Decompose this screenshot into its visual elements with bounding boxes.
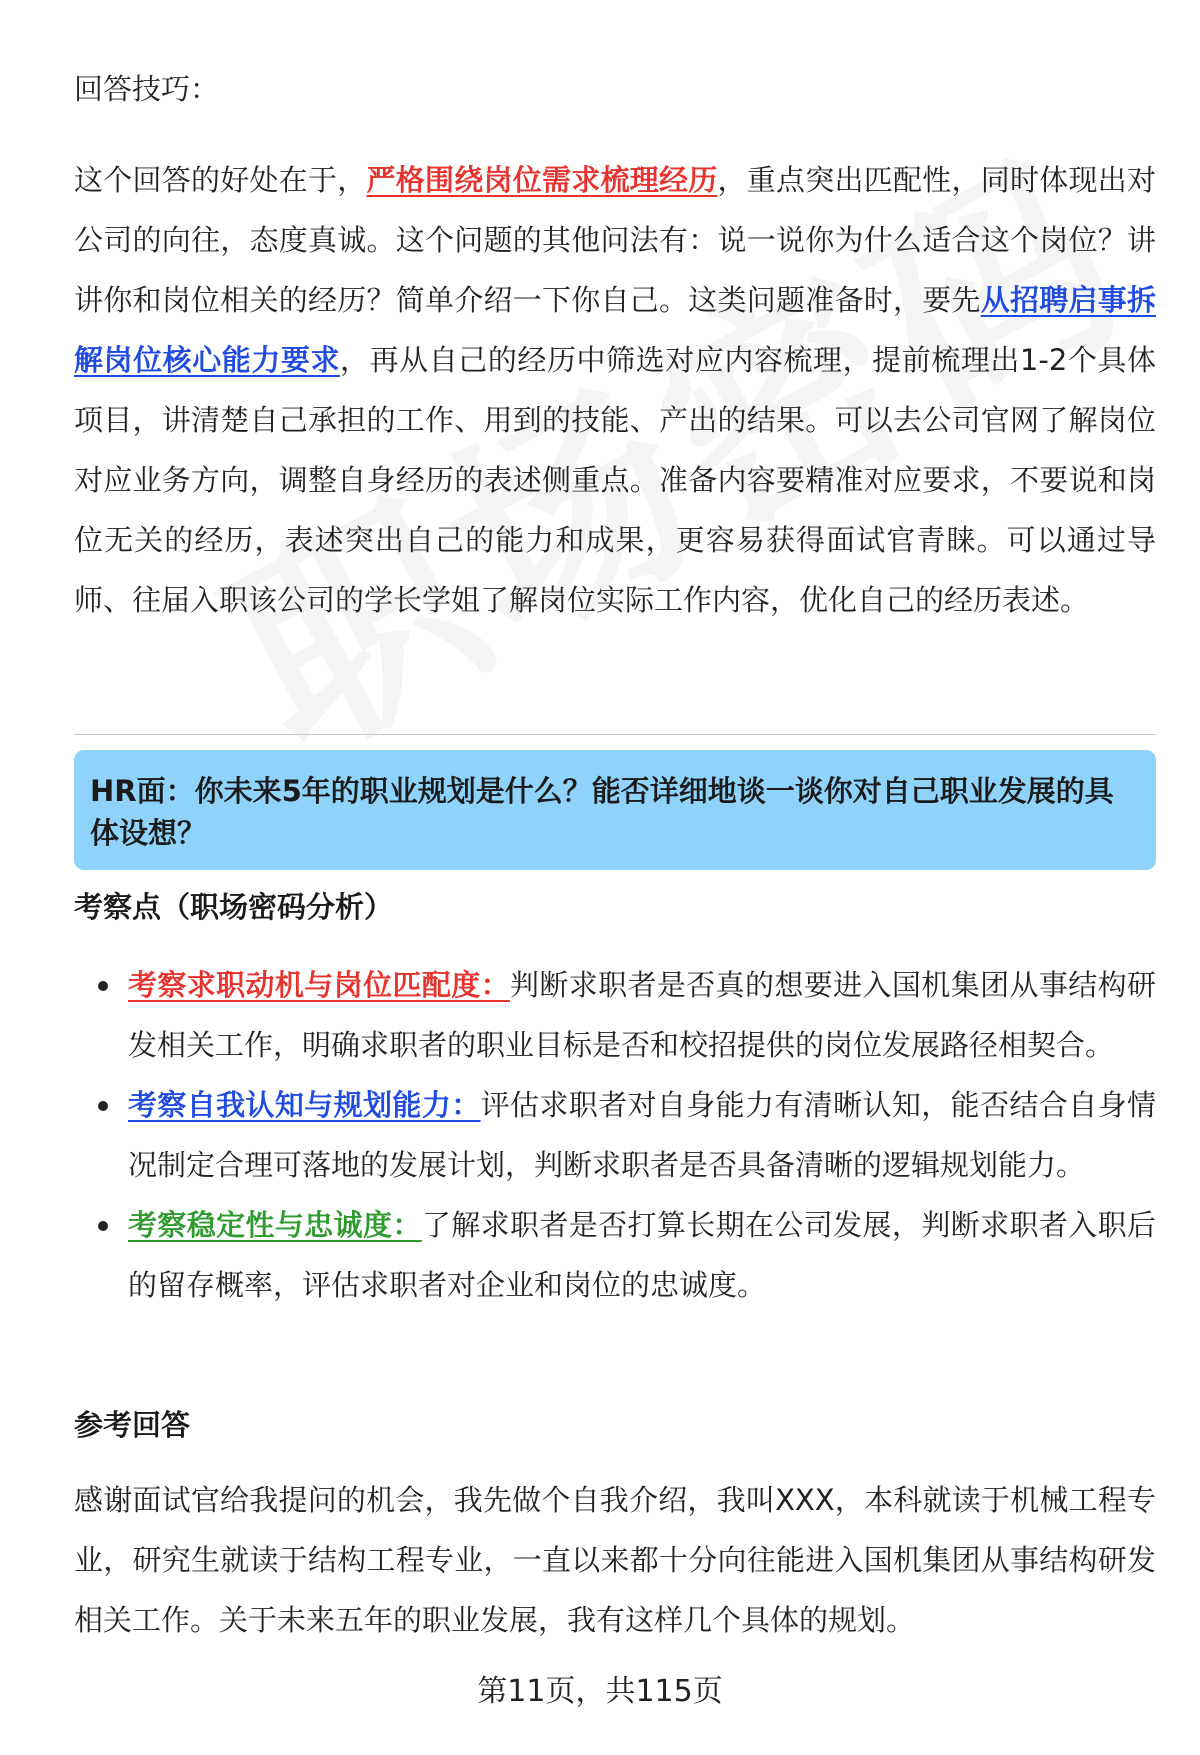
analysis-heading: 考察点（职场密码分析） xyxy=(74,890,394,924)
analysis-item-title: 考察求职动机与岗位匹配度： xyxy=(128,968,510,1002)
bullet-dot xyxy=(98,1221,108,1231)
reference-heading: 参考回答 xyxy=(74,1408,191,1442)
page-number: 第11页，共115页 xyxy=(477,1674,723,1709)
analysis-item-text: 判断求职者是否真的想要进入国机集团从事结构研发相关工作，明确求职者的职业目标是否和校招提供的岗位发展路径相契合。 xyxy=(128,968,1156,1062)
answer-tips-label: 回答技巧： xyxy=(74,72,220,106)
question-box xyxy=(74,750,1156,870)
tips-text-part2: ，重点突出匹配性，同时体现出对公司的向往，态度真诚。这个问题的其他问法有：说一说你为什么适合这个岗位？讲讲你和岗位相关的经历？简单介绍一下你自己。这类问题准备时，要先 xyxy=(74,163,1156,317)
section-divider xyxy=(74,734,1156,735)
reference-paragraph: 感谢面试官给我提问的机会，我先做个自我介绍，我叫XXX，本科就读于机械工程专业，研究生就读于结构工程专业，一直以来都十分向往能进入国机集团从事结构研发相关工作。关于未来五年的职业发展，我有这样几个具体的规划。 xyxy=(74,1483,1156,1637)
tips-text-part3: ，再从自己的经历中筛选对应内容梳理，提前梳理出1-2个具体项目，讲清楚自己承担的工作、用到的技能、产出的结果。可以去公司官网了解岗位对应业务方向，调整自身经历的表述侧重点。准备内容要精准对应要求，不要说和岗位无关的经历，表述突出自己的能力和成果，更容易获得面试官青睐。可以通过导师、往届入职该公司的学长学姐了解岗位实际工作内容，优化自己的经历表述。 xyxy=(74,343,1156,617)
bullet-dot xyxy=(98,981,108,991)
answer-tips-paragraph xyxy=(74,150,1156,630)
tips-highlight-red: 严格围绕岗位需求梳理经历 xyxy=(366,163,718,197)
analysis-item-text: 评估求职者对自身能力有清晰认知，能否结合自身情况制定合理可落地的发展计划，判断求职者是否具备清晰的逻辑规划能力。 xyxy=(128,1088,1156,1182)
bullet-dot xyxy=(98,1101,108,1111)
analysis-item-motivation xyxy=(74,955,1156,1075)
analysis-item-text: 了解求职者是否打算长期在公司发展，判断求职者入职后的留存概率，评估求职者对企业和岗位的忠诚度。 xyxy=(128,1208,1156,1302)
tips-highlight-blue: 从招聘启事拆解岗位核心能力要求 xyxy=(74,283,1156,377)
tips-text-part1: 这个回答的好处在于， xyxy=(74,163,367,197)
question-text: HR面：你未来5年的职业规划是什么？能否详细地谈一谈你对自己职业发展的具体设想？ xyxy=(90,774,1114,850)
analysis-item-stability xyxy=(74,1195,1156,1315)
analysis-list xyxy=(74,955,1156,1315)
analysis-item-title: 考察稳定性与忠诚度： xyxy=(128,1208,422,1242)
analysis-item-title: 考察自我认知与规划能力： xyxy=(128,1088,481,1122)
analysis-item-self-awareness xyxy=(74,1075,1156,1195)
